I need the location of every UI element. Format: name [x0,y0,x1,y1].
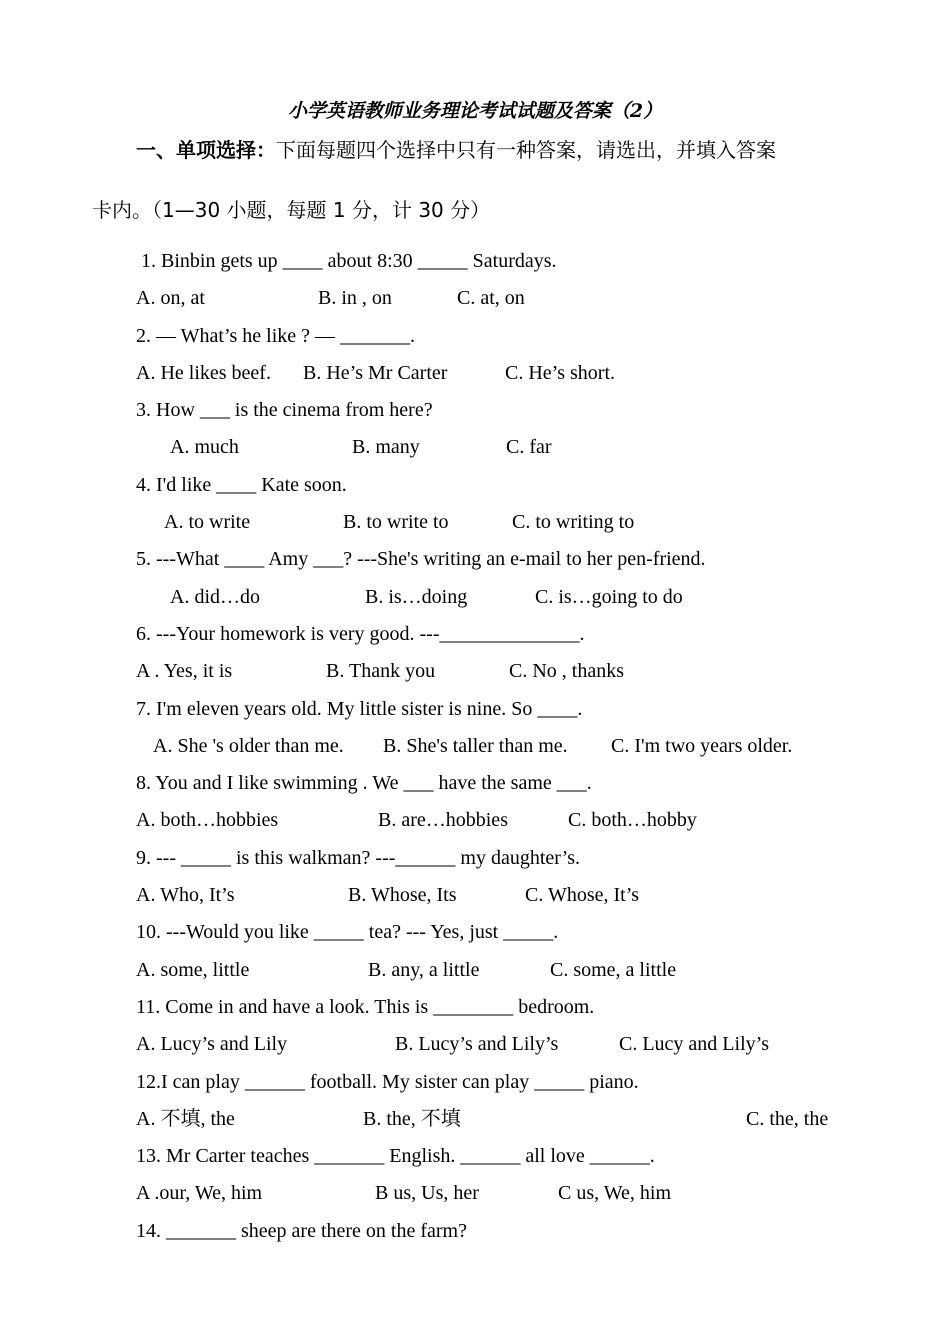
section-intro [92,134,872,226]
options-3 [0,429,950,466]
option-c: C. Whose, It’s [525,884,640,907]
option-b: B. She's taller than me. [383,734,568,757]
options-11 [0,1026,950,1063]
option-c: C. is…going to do [535,585,683,608]
option-b: B. many [352,436,420,459]
option-a: A. 不填, the [136,1107,235,1130]
section-instruction: 下面每题四个选择中只有一种答案，请选出，并填入答案 [276,138,776,162]
question-4 [0,467,950,504]
option-a: A. did…do [170,585,260,608]
question-text: 4. I'd like ____ Kate soon. [136,473,347,496]
question-list [0,243,950,1250]
page-title: 小学英语教师业务理论考试试题及答案（2） [287,100,663,122]
question-text: 3. How ___ is the cinema from here? [136,399,433,422]
options-9 [0,877,950,914]
options-12 [0,1101,950,1138]
option-c: C. I'm two years older. [611,734,793,757]
question-3 [0,392,950,429]
options-8 [0,802,950,839]
option-a: A. some, little [136,958,250,981]
question-13 [0,1138,950,1175]
question-text: 11. Come in and have a look. This is ________ bedroom. [136,995,595,1018]
option-b: B. any, a little [368,958,480,981]
option-a: A. both…hobbies [136,809,279,832]
options-2 [0,355,950,392]
option-a: A. She 's older than me. [153,734,344,757]
option-b: B. are…hobbies [378,809,508,832]
options-4 [0,504,950,541]
options-13 [0,1175,950,1212]
question-9 [0,840,950,877]
option-c: C. some, a little [550,958,677,981]
option-a: A. much [170,436,239,459]
question-5 [0,541,950,578]
options-5 [0,579,950,616]
option-b: B. Thank you [326,660,436,683]
option-c: C. the, the [746,1107,829,1130]
question-text: 9. --- _____ is this walkman? ---______ my daughter’s. [136,846,580,869]
question-text: 6. ---Your homework is very good. ---______________. [136,622,585,645]
option-c: C. to writing to [512,511,635,534]
section-heading-line [136,134,872,166]
option-b: B. He’s Mr Carter [303,361,448,384]
option-a: A .our, We, him [136,1182,263,1205]
options-10 [0,952,950,989]
question-text: 12.I can play ______ football. My sister can play _____ piano. [136,1070,639,1093]
option-b: B. is…doing [365,585,468,608]
option-b: B. Whose, Its [348,884,457,907]
option-c: C. Lucy and Lily’s [619,1033,769,1056]
option-a: A . Yes, it is [136,660,233,683]
question-text: 7. I'm eleven years old. My little sister is nine. So ____. [136,697,583,720]
section-instruction-continued: 卡内。（1—30 小题，每题 1 分，计 30 分） [92,198,491,222]
question-14 [0,1213,950,1250]
option-c: C. at, on [457,287,525,310]
question-text: 2. — What’s he like ? — _______. [136,324,416,347]
question-11 [0,989,950,1026]
question-text: 14. _______ sheep are there on the farm? [136,1219,467,1242]
option-c: C. He’s short. [505,361,615,384]
question-10 [0,914,950,951]
options-1 [0,280,950,317]
option-c: C. far [506,436,552,459]
section-label: 一、单项选择： [136,138,276,162]
option-a: A. to write [164,511,251,534]
option-a: A. Who, It’s [136,884,235,907]
option-a: A. on, at [136,287,205,310]
option-c: C. No , thanks [509,660,624,683]
option-a: A. He likes beef. [136,361,271,384]
question-6 [0,616,950,653]
option-c: C. both…hobby [568,809,697,832]
option-b: B. the, 不填 [363,1107,461,1130]
options-6 [0,653,950,690]
option-c: C us, We, him [558,1182,672,1205]
option-b: B us, Us, her [375,1182,479,1205]
option-b: B. in , on [318,287,392,310]
question-text: 10. ---Would you like _____ tea? --- Yes, just _____. [136,921,559,944]
question-text: 1. Binbin gets up ____ about 8:30 _____ Saturdays. [141,250,557,272]
options-7 [0,728,950,765]
question-12 [0,1064,950,1101]
option-b: B. to write to [343,511,449,534]
question-text: 5. ---What ____ Amy ___? ---She's writing an e-mail to her pen-friend. [136,548,706,571]
question-8 [0,765,950,802]
question-1 [0,243,950,280]
question-text: 13. Mr Carter teaches _______ English. ______ all love ______. [136,1145,655,1168]
question-7 [0,691,950,728]
option-b: B. Lucy’s and Lily’s [395,1033,559,1056]
question-text: 8. You and I like swimming . We ___ have the same ___. [136,772,592,795]
question-2 [0,318,950,355]
option-a: A. Lucy’s and Lily [136,1033,288,1056]
